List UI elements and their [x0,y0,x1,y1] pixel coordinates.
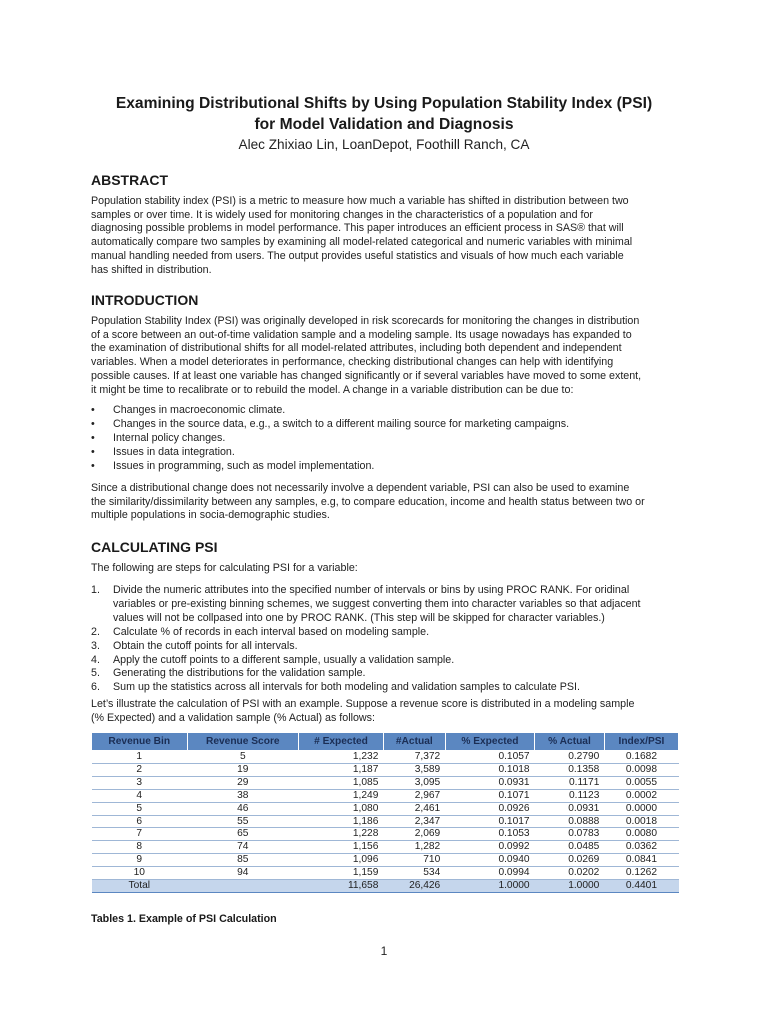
example-text [91,698,683,725]
author-line: Alec Zhixiao Lin, LoanDepot, Foothill Ranch, CA [238,137,530,152]
list-item: 2. Calculate % of records in each interval based on modeling sample. [91,625,430,638]
column-header: Revenue Score [187,733,299,751]
table-cell: 9 [92,854,188,867]
steps-numbered-list [91,584,691,695]
table-cell: 55 [187,815,299,828]
column-header: Index/PSI [604,733,678,751]
list-item: • Issues in data integration. [91,445,235,458]
table-cell: 534 [383,867,445,880]
table-cell: 0.1358 [535,763,605,776]
table-cell: 26,426 [383,880,445,893]
list-item: 6. Sum up the statistics across all intervals for both modeling and validation samples to calculate PSI. [91,681,580,694]
table-caption: Tables 1. Example of PSI Calculation [91,913,277,925]
table-total-row [92,880,679,893]
table-cell: 0.4401 [604,880,678,893]
table-cell: 1,228 [299,828,384,841]
title-line-2: for Model Validation and Diagnosis [254,116,514,133]
table-cell: 0.1262 [604,867,678,880]
table-cell: 94 [187,867,299,880]
calculating-intro [91,562,683,576]
table-cell: 0.0888 [535,815,605,828]
text-line: Population Stability Index (PSI) was originally developed in risk scorecards for monitoring the changes in distribution [91,315,640,327]
table-cell: 0.0080 [604,828,678,841]
list-item: • Changes in macroeconomic climate. [91,404,286,416]
list-item: 3. Obtain the cutoff points for all intervals. [91,639,298,652]
introduction-heading: INTRODUCTION [91,292,199,308]
title-line-1: Examining Distributional Shifts by Using Population Stability Index (PSI) [115,95,653,112]
table-row [92,789,679,802]
text-line: The following are steps for calculating PSI for a variable: [91,562,358,574]
table-cell: 0.1057 [445,751,534,764]
table-cell: 2 [92,763,188,776]
text-line: Since a distributional change does not necessarily involve a dependent variable, PSI can also be used to examine [91,482,630,494]
table-cell: 1,282 [383,841,445,854]
table-cell: 0.1123 [535,789,605,802]
table-cell: 0.1171 [535,776,605,789]
table-body [92,751,679,893]
table-cell: 0.0992 [445,841,534,854]
table-cell: 0.0940 [445,854,534,867]
table-cell: 0.0931 [445,776,534,789]
table-cell: Total [92,880,188,893]
table-cell: 2,347 [383,815,445,828]
text-line: multiple populations in socia-demographic studies. [91,509,330,522]
table-cell: 0.0841 [604,854,678,867]
table-cell: 6 [92,815,188,828]
list-item: • Issues in programming, such as model implementation. [91,459,375,472]
cause-bullet-list [91,404,691,474]
table-cell: 29 [187,776,299,789]
table-cell: 4 [92,789,188,802]
table-row [92,867,679,880]
list-item: 1. Divide the numeric attributes into the specified number of intervals or bins by using PROC RANK. For oridinal variables or pre-existing binning schemes, we suggest converting them into character variables so that adjacent values will not be collpased into one by PROC RANK. (This step will be skipped for character variables.) [91,584,641,624]
table-cell: 85 [187,854,299,867]
table-cell: 0.2790 [535,751,605,764]
table-cell: 1.0000 [445,880,534,893]
table-cell: 0.1017 [445,815,534,828]
table-cell: 1,080 [299,802,384,815]
text-line: it might be time to recalibrate or to rebuild the model. A change in a variable distribution can be due to: [91,383,574,396]
table-row [92,828,679,841]
table-header-row [92,733,679,751]
table-cell: 0.0000 [604,802,678,815]
list-item: • Internal policy changes. [91,431,226,444]
table-cell: 7,372 [383,751,445,764]
bullet-icon: • [91,404,95,416]
column-header: % Actual [535,733,605,751]
bullet-icon: • [91,459,95,472]
text-line: has shifted in distribution. [91,263,212,276]
table-cell: 0.0783 [535,828,605,841]
table-cell: 0.0994 [445,867,534,880]
list-item: • Changes in the source data, e.g., a switch to a different mailing source for marketing campaigns. [91,417,570,430]
table-cell: 0.0269 [535,854,605,867]
table-cell: 11,658 [299,880,384,893]
abstract-heading: ABSTRACT [91,172,168,188]
table-cell: 8 [92,841,188,854]
table-cell: 0.0931 [535,802,605,815]
introduction-closing-text [91,482,683,523]
table-cell: 3,095 [383,776,445,789]
table-cell: 0.1018 [445,763,534,776]
paper-title [60,93,708,135]
table-cell [187,880,299,893]
table-cell: 3 [92,776,188,789]
table-cell: 0.0202 [535,867,605,880]
table-row [92,841,679,854]
table-cell: 0.1682 [604,751,678,764]
table-cell: 3,589 [383,763,445,776]
table-cell: 2,967 [383,789,445,802]
text-line: diagnosing possible problems in model performance. This paper introduces an efficient process in SAS® that will [91,222,624,235]
psi-table [91,732,679,893]
table-cell: 10 [92,867,188,880]
list-item: 5. Generating the distributions for the validation sample. [91,667,366,680]
table-cell: 38 [187,789,299,802]
table-row [92,802,679,815]
table-cell: 1,232 [299,751,384,764]
table-cell: 0.0926 [445,802,534,815]
table-cell: 7 [92,828,188,841]
table-row [92,776,679,789]
table-cell: 46 [187,802,299,815]
table-cell: 2,069 [383,828,445,841]
column-header: #Actual [383,733,445,751]
table-cell: 0.1071 [445,789,534,802]
column-header: Revenue Bin [92,733,188,751]
table-cell: 0.0002 [604,789,678,802]
table-cell: 0.0098 [604,763,678,776]
table-cell: 19 [187,763,299,776]
table-cell: 0.0055 [604,776,678,789]
calculating-heading: CALCULATING PSI [91,539,218,555]
text-line: the examination of distributional shifts for all model-related attributes, including both dependent and independent [91,342,622,355]
text-line: samples or over time. It is widely used for monitoring changes in the characteristics of a population and for [91,208,593,221]
text-line: Let’s illustrate the calculation of PSI with an example. Suppose a revenue score is distributed in a modeling sample [91,698,635,710]
list-item: 4. Apply the cutoff points to a different sample, usually a validation sample. [91,653,455,666]
introduction-text [91,315,683,397]
table-cell: 0.0018 [604,815,678,828]
column-header: % Expected [445,733,534,751]
text-line: possible causes. If at least one variable has changed significantly or if several variables have moved to some extent, [91,369,642,382]
text-line: automatically compare two samples by examining all model-related categorical and numeric variables with minimal [91,236,633,249]
table-cell: 1,187 [299,763,384,776]
table-row [92,815,679,828]
table-cell: 1,159 [299,867,384,880]
table-cell: 0.1053 [445,828,534,841]
table-cell: 1,096 [299,854,384,867]
bullet-icon: • [91,417,95,430]
table-row [92,854,679,867]
text-line: Population stability index (PSI) is a metric to measure how much a variable has shifted in distribution between two [91,195,629,207]
text-line: the similarity/dissimilarity between any samples, e.g, to compare education, income and health status between two or [91,495,645,508]
text-line: manual handling needed from users. The output provides useful statistics and visuals of how much each variable [91,249,624,262]
table-cell: 1,249 [299,789,384,802]
table-cell: 74 [187,841,299,854]
table-cell: 1.0000 [535,880,605,893]
bullet-icon: • [91,445,95,458]
table-cell: 2,461 [383,802,445,815]
text-line: variables. When a model deteriorates in performance, checking distributional changes can help with identifying [91,356,614,369]
text-line: of a score between an out-of-time validation sample and a modeling sample. Its usage nowadays has expanded to [91,328,632,341]
table-cell: 5 [187,751,299,764]
table-cell: 1,085 [299,776,384,789]
page-number: 1 [380,944,388,958]
table-cell: 1,156 [299,841,384,854]
table-row [92,763,679,776]
table-cell: 65 [187,828,299,841]
table-cell: 0.0362 [604,841,678,854]
table-cell: 1 [92,751,188,764]
column-header: # Expected [299,733,384,751]
text-line: (% Expected) and a validation sample (% Actual) as follows: [91,711,375,724]
table-cell: 0.0485 [535,841,605,854]
bullet-icon: • [91,431,95,444]
table-cell: 710 [383,854,445,867]
table-row [92,751,679,764]
abstract-text [91,195,683,277]
table-cell: 5 [92,802,188,815]
table-cell: 1,186 [299,815,384,828]
